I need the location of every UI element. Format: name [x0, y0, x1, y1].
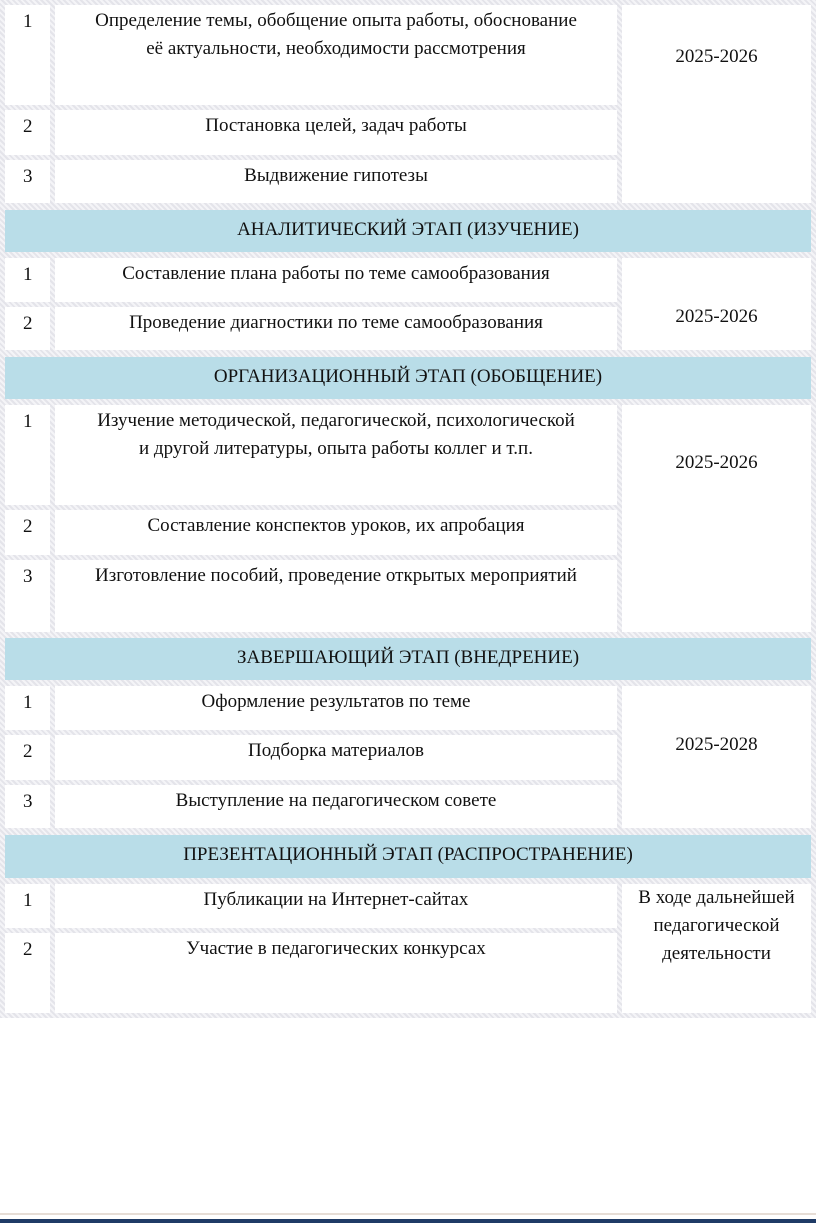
row-task: Выступление на педагогическом совете	[55, 785, 617, 828]
section-header: ПРЕЗЕНТАЦИОННЫЙ ЭТАП (РАСПРОСТРАНЕНИЕ)	[5, 835, 811, 878]
row-number: 1	[5, 5, 50, 105]
section-period: 2025-2028	[622, 686, 811, 828]
row-task: Составление плана работы по теме самообразования	[55, 258, 617, 302]
row-task: Определение темы, обобщение опыта работы, обоснование её актуальности, необходимости рассмотрения	[55, 5, 617, 105]
footer-bar	[0, 1219, 816, 1223]
row-number: 2	[5, 307, 50, 350]
row-task: Участие в педагогических конкурсах	[55, 933, 617, 1013]
footer-divider	[0, 1213, 816, 1215]
row-number: 2	[5, 933, 50, 1013]
row-number: 3	[5, 560, 50, 632]
row-task: Подборка материалов	[55, 735, 617, 780]
section-period: 2025-2026	[622, 5, 811, 203]
row-task: Проведение диагностики по теме самообразования	[55, 307, 617, 350]
row-number: 1	[5, 884, 50, 928]
section-header: ОРГАНИЗАЦИОННЫЙ ЭТАП (ОБОБЩЕНИЕ)	[5, 357, 811, 399]
row-task: Постановка целей, задач работы	[55, 110, 617, 155]
row-task: Оформление результатов по теме	[55, 686, 617, 730]
row-number: 2	[5, 110, 50, 155]
section-period: 2025-2026	[622, 405, 811, 632]
row-task: Выдвижение гипотезы	[55, 160, 617, 203]
row-number: 3	[5, 785, 50, 828]
section-header: АНАЛИТИЧЕСКИЙ ЭТАП (ИЗУЧЕНИЕ)	[5, 210, 811, 252]
section-period: В ходе дальнейшей педагогической деятельности	[622, 884, 811, 1013]
row-task: Изготовление пособий, проведение открытых мероприятий	[55, 560, 617, 632]
row-number: 2	[5, 510, 50, 555]
section-period: 2025-2026	[622, 258, 811, 350]
row-task: Публикации на Интернет-сайтах	[55, 884, 617, 928]
row-number: 1	[5, 258, 50, 302]
row-task: Изучение методической, педагогической, психологической и другой литературы, опыта работы коллег и т.п.	[55, 405, 617, 505]
row-task: Составление конспектов уроков, их апробация	[55, 510, 617, 555]
row-number: 1	[5, 405, 50, 505]
row-number: 1	[5, 686, 50, 730]
section-header: ЗАВЕРШАЮЩИЙ ЭТАП (ВНЕДРЕНИЕ)	[5, 638, 811, 680]
row-number: 3	[5, 160, 50, 203]
row-number: 2	[5, 735, 50, 780]
